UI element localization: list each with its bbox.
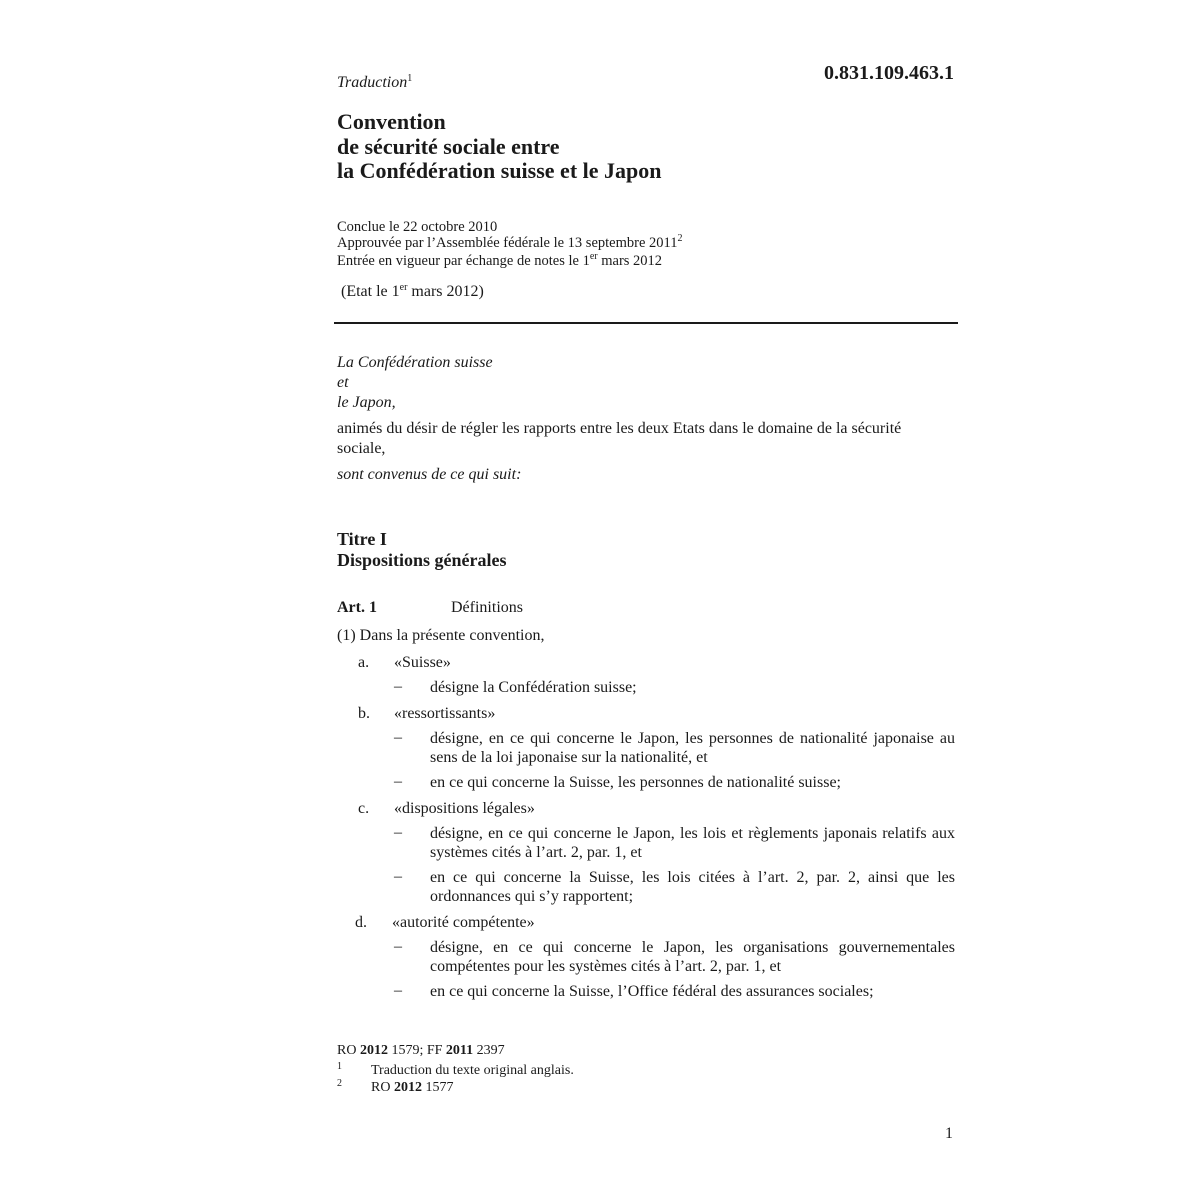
footnote-text-1: Traduction du texte original anglais.: [371, 1063, 574, 1078]
dash-bullet: –: [394, 938, 402, 955]
ro-suffix: 1579; FF: [387, 1043, 446, 1058]
date-entree: [337, 253, 682, 271]
article-title: Définitions: [451, 599, 523, 616]
section-heading: [337, 529, 507, 571]
dash-bullet: –: [394, 773, 402, 790]
preamble-parties: [337, 353, 493, 413]
title-line-3: la Confédération suisse et le Japon: [337, 158, 662, 183]
titre-number: Titre I: [337, 529, 387, 549]
etat-text-a: (Etat le 1: [341, 283, 400, 300]
preamble-line-3: le Japon,: [337, 394, 396, 411]
date-conclue: Conclue le 22 octobre 2010: [337, 219, 498, 235]
definition-text: désigne, en ce qui concerne le Japon, les organisations gouvernementales compétentes pour les systèmes cités à l’art. 2, par. 1, et: [430, 939, 955, 975]
definition-text: en ce qui concerne la Suisse, l’Office fédéral des assurances sociales;: [430, 983, 874, 1000]
fn2-year: 2012: [393, 1080, 422, 1095]
entree-sup: er: [589, 251, 598, 262]
etat-text-b: mars 2012): [407, 283, 484, 300]
definition-text: désigne, en ce qui concerne le Japon, les lois et règlements japonais relatifs aux systèmes cités à l’art. 2, par. 1, et: [430, 825, 955, 861]
sr-number: 0.831.109.463.1: [824, 62, 954, 84]
preamble-line-1: La Confédération suisse: [337, 354, 493, 371]
article-heading: [337, 599, 523, 617]
title-line-2: de sécurité sociale entre: [337, 133, 560, 159]
item-letter: a.: [358, 654, 370, 671]
traduction-label: [337, 74, 412, 92]
date-approuvee: [337, 235, 682, 253]
etat-sup: er: [399, 282, 408, 293]
fn2-suffix: 1577: [421, 1080, 454, 1095]
item-letter: b.: [358, 705, 370, 722]
dash-bullet: –: [394, 868, 402, 885]
item-term: «dispositions légales»: [394, 800, 535, 817]
footnote-ref-2: 2: [677, 233, 683, 244]
dash-bullet: –: [394, 729, 402, 746]
approuvee-text: Approuvée par l’Assemblée fédérale le 13 septembre 2011: [337, 235, 678, 251]
ro-prefix: RO: [337, 1043, 360, 1058]
definition-text: en ce qui concerne la Suisse, les lois citées à l’art. 2, par. 2, ainsi que les ordonnances qui s’y rapportent;: [430, 869, 955, 905]
preamble-convenus: sont convenus de ce qui suit:: [337, 466, 522, 483]
preamble-animes: animés du désir de régler les rapports entre les deux Etats dans le domaine de la sécurité sociale,: [337, 420, 902, 457]
preamble-line-2: et: [337, 374, 349, 391]
entree-text-b: mars 2012: [597, 253, 663, 269]
publication-reference: [337, 1043, 505, 1059]
definition-text: désigne, en ce qui concerne le Japon, les personnes de nationalité japonaise au sens de la loi japonaise sur la nationalité, et: [430, 730, 955, 766]
fn2-prefix: RO: [371, 1080, 394, 1095]
item-term: «Suisse»: [394, 654, 451, 671]
etat-date: [341, 283, 484, 301]
dash-bullet: –: [394, 824, 402, 841]
ff-year: 2011: [445, 1043, 474, 1058]
article-paragraph-1: (1) Dans la présente convention,: [337, 627, 545, 644]
definition-text: désigne la Confédération suisse;: [430, 679, 637, 696]
item-term: «autorité compétente»: [392, 914, 535, 931]
definition-text: en ce qui concerne la Suisse, les personnes de nationalité suisse;: [430, 774, 841, 791]
footnote-text-2: [371, 1080, 453, 1096]
titre-name: Dispositions générales: [337, 550, 507, 570]
ro-year: 2012: [359, 1043, 388, 1058]
header-rule: [334, 322, 958, 324]
item-letter: c.: [358, 800, 370, 817]
page-number: 1: [945, 1125, 953, 1142]
footnote-number-2: 2: [337, 1078, 342, 1089]
dash-bullet: –: [394, 678, 402, 695]
footnote-ref-1: 1: [407, 73, 413, 84]
item-letter: d.: [355, 914, 367, 931]
traduction-text: Traduction: [337, 74, 408, 91]
article-label: Art. 1: [337, 599, 377, 616]
dash-bullet: –: [394, 982, 402, 999]
document-title: [337, 110, 957, 184]
footnote-number-1: 1: [337, 1061, 342, 1072]
item-term: «ressortissants»: [394, 705, 496, 722]
entree-text-a: Entrée en vigueur par échange de notes le 1: [337, 253, 590, 269]
title-line-1: Convention: [337, 109, 446, 134]
ff-suffix: 2397: [473, 1043, 505, 1058]
document-dates: [337, 219, 682, 271]
